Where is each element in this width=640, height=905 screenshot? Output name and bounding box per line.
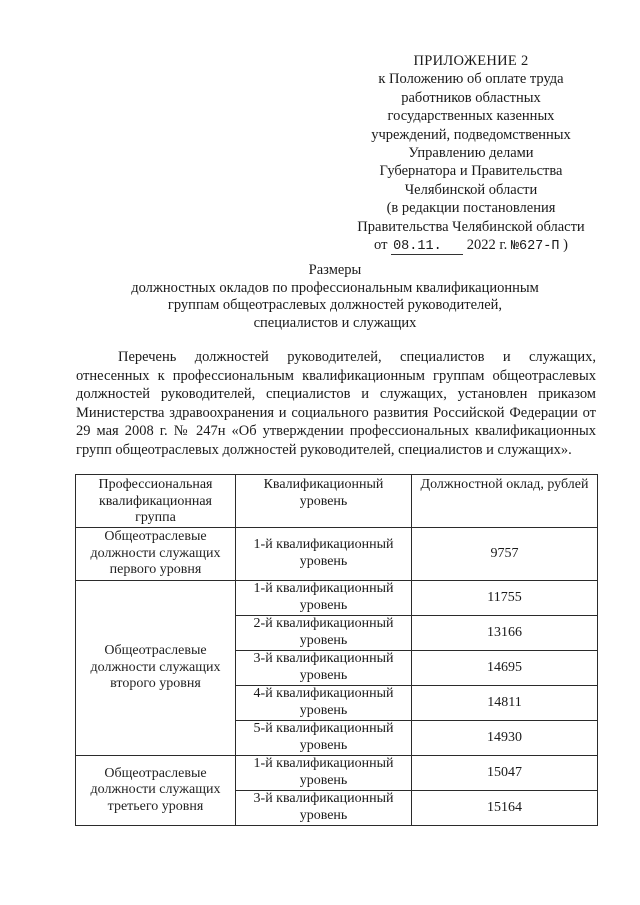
level-cell: 3-й квалификационный уровень (236, 791, 412, 826)
level-cell: 5-й квалификационный уровень (236, 721, 412, 756)
level-cell: 4-й квалификационный уровень (236, 686, 412, 721)
date-suffix: ) (563, 237, 568, 254)
appendix-line: учреждений, подведомственных (371, 126, 571, 143)
salary-cell: 14930 (412, 721, 598, 756)
heading-line: группам общеотраслевых должностей руководителей, (167, 297, 503, 314)
salary-table (75, 474, 598, 826)
table-row (76, 528, 598, 581)
header-group: Профессиональная квалификационная группа (76, 475, 236, 528)
salary-cell: 15047 (412, 756, 598, 791)
header-salary: Должностной оклад, рублей (412, 475, 598, 528)
header-level: Квалификационный уровень (236, 475, 412, 528)
group-name: Общеотраслевые должности служащих второго уровня (76, 581, 236, 756)
table-row (76, 581, 598, 616)
level-cell: 1-й квалификационный уровень (236, 581, 412, 616)
appendix-line: Губернатора и Правительства (379, 163, 563, 180)
group-name: Общеотраслевые должности служащих первого уровня (76, 528, 236, 581)
heading-line: должностных окладов по профессиональным квалификационным (131, 279, 539, 296)
resolution-number: №627-П (510, 239, 560, 255)
resolution-date-line (340, 236, 602, 256)
appendix-line: Челябинской области (404, 181, 538, 198)
appendix-line: Управлению делами (408, 145, 534, 162)
date-prefix: от (374, 237, 388, 254)
document-heading (90, 262, 580, 332)
intro-paragraph: Перечень должностей руководителей, специалистов и служащих, отнесенных к профессиональным квалификационным группам общеотраслевых должностей руководителей, специалистов и служащих, установлен приказом Министерства здравоохранения и социального развития Российской Федерации от 29 мая 2008 г. № 247н «Об утверждении профессиональных квалификационных групп общеотраслевых должностей руководителей, специалистов и служащих». (76, 349, 596, 458)
appendix-block (340, 52, 602, 256)
appendix-line: (в редакции постановления (386, 200, 556, 217)
date-year: 2022 г. (466, 237, 508, 254)
heading-line: специалистов и служащих (253, 314, 417, 331)
appendix-line: Правительства Челябинской области (357, 218, 585, 235)
level-cell: 3-й квалификационный уровень (236, 651, 412, 686)
salary-cell: 9757 (412, 528, 598, 581)
appendix-line: к Положению об оплате труда (378, 71, 564, 88)
salary-cell: 11755 (412, 581, 598, 616)
level-cell: 1-й квалификационный уровень (236, 528, 412, 581)
group-name: Общеотраслевые должности служащих третьего уровня (76, 756, 236, 826)
appendix-title: ПРИЛОЖЕНИЕ 2 (413, 53, 529, 69)
level-cell: 2-й квалификационный уровень (236, 616, 412, 651)
salary-cell: 15164 (412, 791, 598, 826)
salary-cell: 13166 (412, 616, 598, 651)
heading-title: Размеры (308, 262, 362, 278)
level-cell: 1-й квалификационный уровень (236, 756, 412, 791)
salary-cell: 14811 (412, 686, 598, 721)
appendix-line: работников областных (401, 89, 541, 106)
appendix-line: государственных казенных (387, 108, 555, 125)
date-value: 08.11. (391, 239, 463, 255)
table-header-row (76, 475, 598, 528)
table-row (76, 756, 598, 791)
salary-cell: 14695 (412, 651, 598, 686)
